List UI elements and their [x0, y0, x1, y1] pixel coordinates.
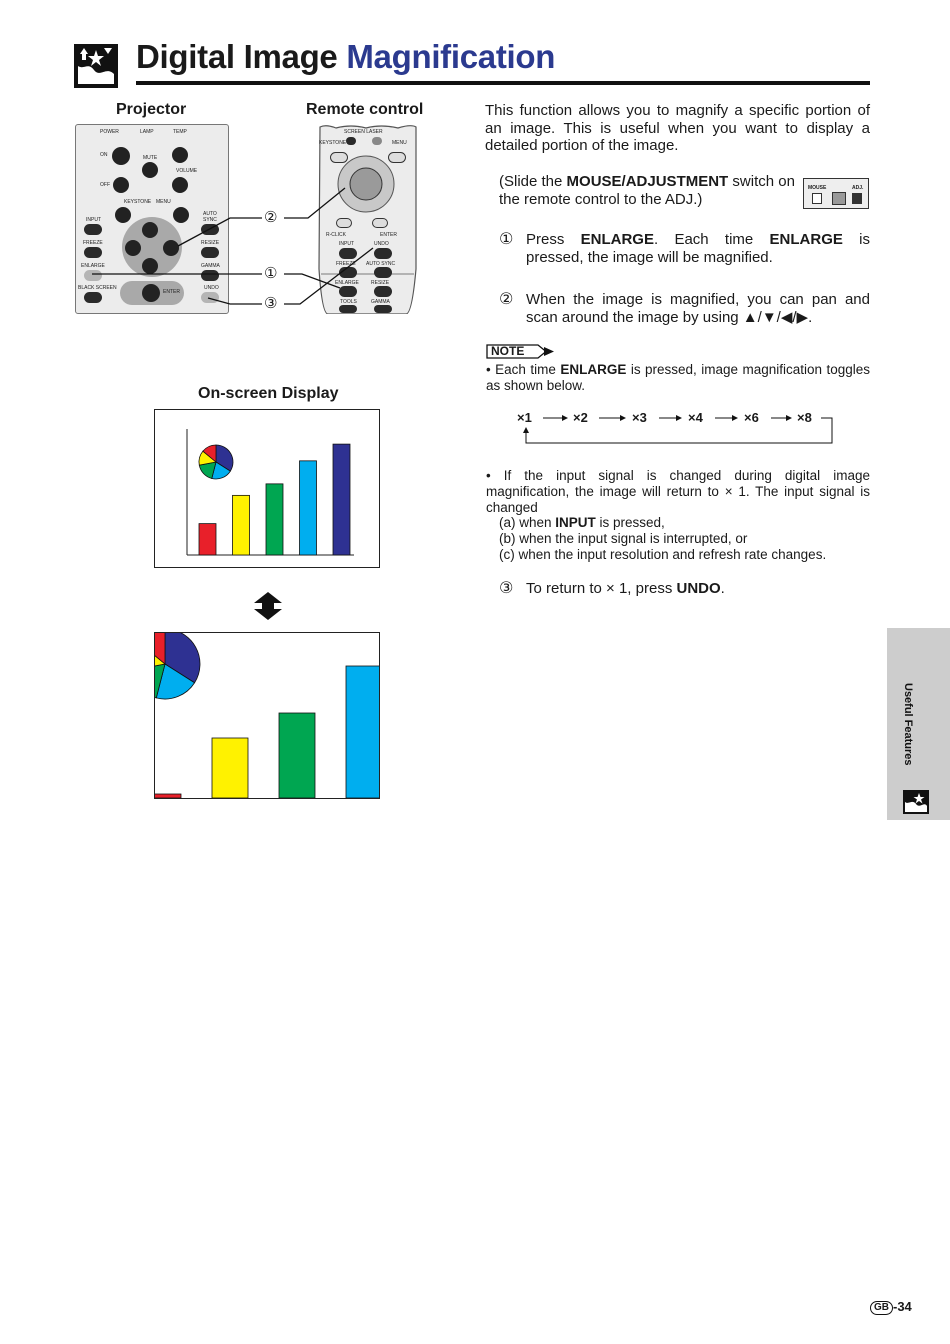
off-label: OFF — [100, 182, 110, 188]
gamma-button[interactable] — [201, 270, 219, 281]
remote-gamma-label: GAMMA — [371, 299, 390, 305]
remote-tools-label: TOOLS — [340, 299, 357, 305]
chart2-bar-3 — [279, 713, 315, 798]
side-tab-label: Useful Features — [902, 683, 914, 766]
keystone-label: KEYSTONE — [124, 199, 152, 205]
seq-x4: ×4 — [688, 410, 703, 425]
seq-x6: ×6 — [744, 410, 759, 425]
note-label: NOTE — [491, 344, 525, 358]
remote-r-click-button[interactable] — [336, 218, 352, 228]
up-button[interactable] — [142, 222, 158, 238]
undo-label: UNDO — [204, 285, 219, 291]
slide-switch-text — [499, 173, 799, 208]
mouse-icon — [812, 193, 822, 204]
note-bullet-1 — [486, 362, 870, 394]
switch-mouse-label: MOUSE — [808, 185, 827, 191]
remote-input-button[interactable] — [339, 248, 357, 259]
right-button[interactable] — [163, 240, 179, 256]
sequence-arrows — [515, 406, 855, 446]
note-badge — [486, 344, 556, 359]
chart1-bar-2 — [233, 495, 250, 555]
remote-undo-button[interactable] — [374, 248, 392, 259]
step1-t2: . Each time — [653, 231, 770, 248]
note-bullet-2b: (b) when the input signal is interrupted, or — [499, 531, 748, 546]
remote-control — [316, 124, 419, 314]
page-number-value: -34 — [893, 1299, 912, 1314]
remote-gamma-button[interactable] — [374, 305, 392, 313]
note-bullet1-post: is pressed, image magnification toggles as shown below. — [486, 362, 870, 393]
step1-t3: is pressed, the image will be magnified. — [526, 231, 871, 266]
title-blue-part: Magnification — [346, 38, 556, 75]
chart2-bar-2 — [212, 738, 248, 798]
seq-x1: ×1 — [517, 410, 532, 425]
on-label: ON — [100, 152, 108, 158]
volume-up-button[interactable] — [172, 147, 188, 163]
remote-tools-button[interactable] — [339, 305, 357, 313]
title-rule — [136, 81, 870, 85]
freeze-label: FREEZE — [83, 240, 103, 246]
remote-enter-label: ENTER — [380, 232, 397, 238]
onscreen-caption: On-screen Display — [198, 385, 339, 402]
callout-3: ③ — [264, 294, 278, 312]
keystone-button[interactable] — [115, 207, 131, 223]
remote-input-label: INPUT — [339, 241, 354, 247]
black-screen-label: BLACK SCREEN — [78, 285, 117, 291]
chart1-bar-4 — [300, 461, 317, 555]
section-icon — [74, 44, 118, 88]
volume-label: VOLUME — [176, 168, 198, 174]
sync-label: SYNC — [203, 217, 217, 223]
remote-resize-label: RESIZE — [371, 280, 390, 286]
page-number — [870, 1299, 912, 1315]
step1-t1: Press — [526, 231, 581, 248]
side-tab-label-svg — [902, 683, 922, 767]
enter-button[interactable] — [142, 284, 160, 302]
step3-b1: UNDO — [676, 580, 721, 597]
resize-label: RESIZE — [201, 240, 220, 246]
chart1-bar-5 — [333, 444, 350, 555]
step3-text — [526, 580, 870, 598]
projector-caption: Projector — [116, 101, 187, 118]
remote-auto-sync-label: AUTO SYNC — [366, 261, 396, 267]
step2-text: When the image is magnified, you can pan and scan around the image by using ▲/▼/◀/▶. — [526, 291, 870, 326]
onscreen-magnified-chart — [154, 632, 380, 799]
remote-menu-button[interactable] — [388, 152, 406, 163]
black-screen-button[interactable] — [84, 292, 102, 303]
power-label: POWER — [100, 129, 119, 135]
remote-freeze-button[interactable] — [339, 267, 357, 278]
title-black-part: Digital Image — [136, 38, 347, 75]
step3-number: ③ — [499, 578, 514, 597]
chart2-bar-1 — [154, 794, 181, 798]
input-label: INPUT — [86, 217, 101, 223]
step3-t2: . — [720, 580, 725, 597]
note-bullet2a-post: is pressed, — [595, 515, 665, 530]
toggle-arrow-icon — [253, 592, 283, 620]
page-title — [136, 38, 555, 76]
lamp-label: LAMP — [140, 129, 154, 135]
down-button[interactable] — [142, 258, 158, 274]
slide-bold: MOUSE/ADJUSTMENT — [566, 173, 729, 190]
chart2-bar-4 — [346, 666, 380, 798]
enlarge-button[interactable] — [84, 270, 102, 281]
remote-undo-label: UNDO — [374, 241, 389, 247]
step1-number: ① — [499, 229, 514, 248]
seq-x8: ×8 — [797, 410, 812, 425]
slide-post: switch on the remote control to the ADJ.) — [499, 173, 795, 208]
note-bullet-2: • If the input signal is changed during digital image magnification, the image will return to × 1. The input signal is changed — [486, 468, 870, 515]
gamma-label: GAMMA — [201, 263, 220, 269]
mute-button[interactable] — [142, 162, 158, 178]
remote-menu-label: MENU — [392, 140, 407, 146]
remote-enter-button[interactable] — [372, 218, 388, 228]
on-button[interactable] — [112, 147, 130, 165]
freeze-button[interactable] — [84, 247, 102, 258]
input-button[interactable] — [84, 224, 102, 235]
step1-b2: ENLARGE — [769, 231, 843, 248]
note-bullet-2c: (c) when the input resolution and refresh rate changes. — [499, 547, 827, 562]
callout-1: ① — [264, 264, 278, 282]
callout-2: ② — [264, 208, 278, 226]
mute-label: MUTE — [143, 155, 158, 161]
side-tab-icon-art — [903, 790, 929, 814]
off-button[interactable] — [113, 177, 129, 193]
remote-r-click-label: R-CLICK — [326, 232, 347, 238]
seq-x2: ×2 — [573, 410, 588, 425]
volume-down-button[interactable] — [172, 177, 188, 193]
menu-button[interactable] — [173, 207, 189, 223]
remote-auto-sync-button[interactable] — [374, 267, 392, 278]
seq-x3: ×3 — [632, 410, 647, 425]
note-bullet1-pre: • Each time — [486, 362, 561, 377]
onscreen-normal-chart — [154, 409, 380, 568]
switch-adj-label: ADJ. — [852, 185, 864, 191]
intro-text: This function allows you to magnify a specific portion of an image. This is useful when you want to display a detailed portion of the image. — [485, 102, 870, 154]
note-bullet-2a — [499, 515, 869, 531]
auto-label: AUTO — [203, 211, 217, 217]
note-bullet2a-pre: (a) when — [499, 515, 556, 530]
side-tab-icon — [903, 790, 929, 814]
step1-b1: ENLARGE — [580, 231, 654, 248]
remote-resize-button[interactable] — [374, 286, 392, 297]
remote-keystone-label: KEYSTONE — [319, 140, 347, 146]
projector-panel — [75, 124, 229, 314]
slide-pre: (Slide the — [499, 173, 567, 190]
note-bullet1-bold: ENLARGE — [560, 362, 627, 377]
temp-label: TEMP — [173, 129, 187, 135]
left-button[interactable] — [125, 240, 141, 256]
step2-number: ② — [499, 289, 514, 308]
adj-icon — [852, 193, 862, 204]
mouse-adj-switch[interactable] — [803, 178, 869, 209]
remote-freeze-label: FREEZE — [336, 261, 356, 267]
step3-t1: To return to × 1, press — [526, 580, 677, 597]
step1-text — [526, 231, 870, 266]
region-badge: GB — [870, 1301, 893, 1315]
undo-button[interactable] — [201, 292, 219, 303]
remote-screen-laser-label: SCREEN LASER — [344, 129, 383, 135]
remote-laser-button[interactable] — [372, 137, 382, 145]
remote-screen-button[interactable] — [346, 137, 356, 145]
enter-label: ENTER — [163, 289, 180, 295]
switch-slider[interactable] — [832, 192, 846, 205]
remote-enlarge-label: ENLARGE — [335, 280, 359, 286]
remote-enlarge-button[interactable] — [339, 286, 357, 297]
note-bullet2a-bold: INPUT — [555, 515, 596, 530]
resize-button[interactable] — [201, 247, 219, 258]
remote-caption: Remote control — [306, 101, 424, 118]
chart1-bar-1 — [199, 524, 216, 555]
auto-sync-button[interactable] — [201, 224, 219, 235]
enlarge-label: ENLARGE — [81, 263, 105, 269]
menu-label: MENU — [156, 199, 171, 205]
chart1-bar-3 — [266, 484, 283, 555]
remote-keystone-button[interactable] — [330, 152, 348, 163]
